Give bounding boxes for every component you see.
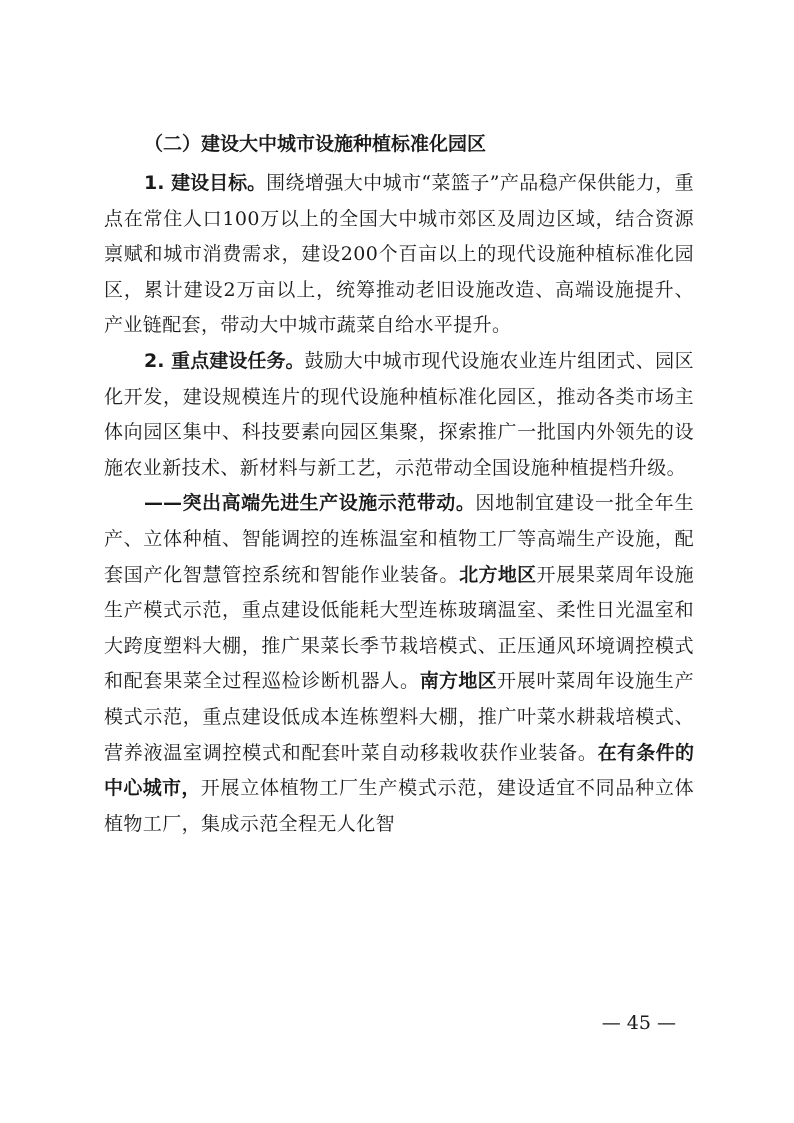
paragraph-construction-goal bbox=[104, 166, 694, 344]
north-region-label: 北方地区 bbox=[459, 563, 537, 586]
paragraph-high-end-facilities bbox=[104, 486, 694, 842]
central-city-text: 开展立体植物工厂生产模式示范，建设适宜不同品种立体植物工厂，集成示范全程无人化智 bbox=[104, 777, 694, 835]
central-city-label: 在有条件的中心城市， bbox=[104, 741, 694, 800]
paragraph-key-tasks bbox=[104, 344, 694, 486]
document-body bbox=[104, 126, 694, 842]
construction-goal-text: 围绕增强大中城市“菜篮子”产品稳产保供能力，重点在常住人口100万以上的全国大中城市郊区及周边区域，结合资源禀赋和城市消费需求，建设200个百亩以上的现代设施种植标准化园区，累计建设2万亩以上，统筹推动老旧设施改造、高端设施提升、产业链配套，带动大中城市蔬菜自给水平提升。 bbox=[104, 172, 694, 337]
north-region-text: 开展果菜周年设施生产模式示范，重点建设低能耗大型连栋玻璃温室、柔性日光温室和大跨度塑料大棚，推广果菜长季节栽培模式、正压通风环境调控模式和配套果菜全过程巡检诊断机器人。 bbox=[104, 563, 694, 693]
south-region-text: 开展叶菜周年设施生产模式示范，重点建设低成本连栋塑料大棚，推广叶菜水耕栽培模式、营养液温室调控模式和配套叶菜自动移栽收获作业装备。 bbox=[104, 670, 694, 764]
key-tasks-label: 2. 重点建设任务。 bbox=[144, 349, 305, 372]
construction-goal-label: 1. 建设目标。 bbox=[144, 172, 267, 194]
high-end-facilities-text: 因地制宜建设一批全年生产、立体种植、智能调控的连栋温室和植物工厂等高端生产设施，配套国产化智慧管控系统和智能作业装备。 bbox=[104, 492, 694, 586]
south-region-label: 南方地区 bbox=[419, 670, 498, 693]
key-tasks-text: 鼓励大中城市现代设施农业连片组团式、园区化开发，建设规模连片的现代设施种植标准化园区，推动各类市场主体向园区集中、科技要素向园区集聚，探索推广一批国内外领先的设施农业新技术、新材料与新工艺，示范带动全国设施种植提档升级。 bbox=[104, 349, 694, 479]
page-number: — 45 — bbox=[601, 1012, 676, 1034]
high-end-facilities-label: ——突出高端先进生产设施示范带动。 bbox=[144, 492, 476, 515]
section-heading: （二）建设大中城市设施种植标准化园区 bbox=[144, 133, 487, 155]
